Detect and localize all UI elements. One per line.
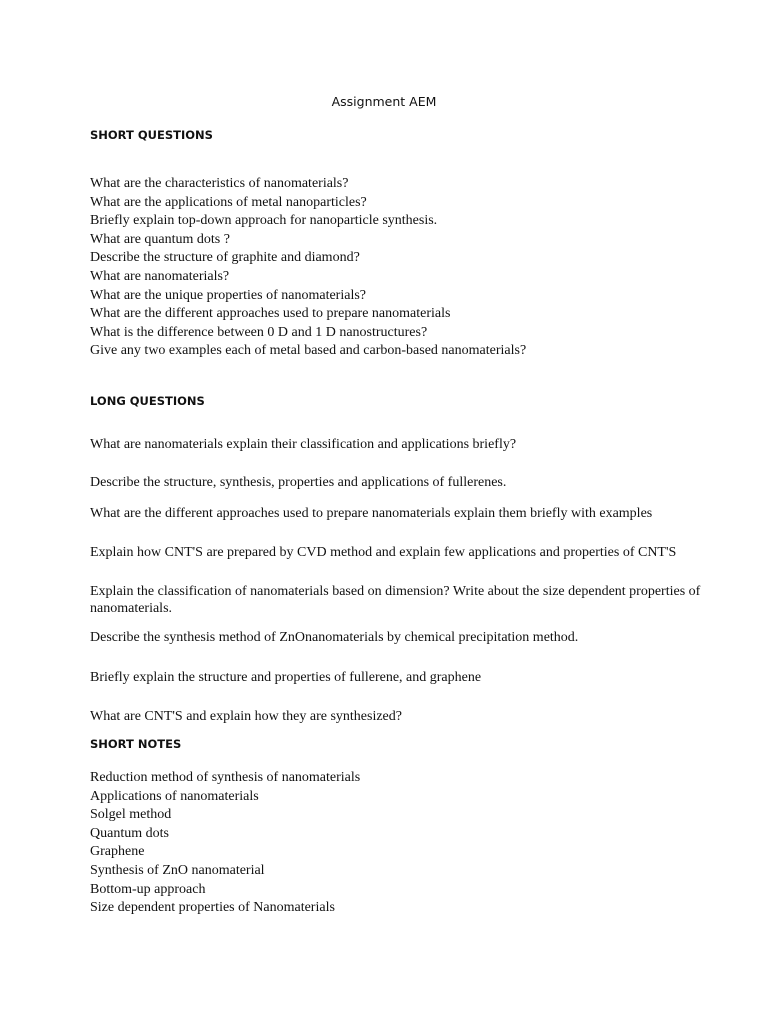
long-question-item: Describe the synthesis method of ZnOnanomaterials by chemical precipitation method. — [90, 630, 579, 645]
document-title: Assignment AEM — [331, 94, 437, 109]
short-question-item: What are quantum dots ? — [90, 231, 230, 247]
long-question-item: What are nanomaterials explain their classification and applications briefly? — [90, 437, 517, 452]
short-question-item: What are nanomaterials? — [90, 268, 230, 284]
long-questions-heading: LONG QUESTIONS — [90, 394, 205, 408]
long-question-item: Briefly explain the structure and properties of fullerene, and graphene — [90, 670, 482, 685]
short-question-item: Give any two examples each of metal based and carbon-based nanomaterials? — [90, 343, 527, 359]
short-question-item: What is the difference between 0 D and 1 D nanostructures? — [90, 324, 428, 340]
short-note-item: Quantum dots — [90, 825, 169, 841]
short-question-item: What are the characteristics of nanomaterials? — [90, 176, 349, 191]
long-question-item: What are the different approaches used to prepare nanomaterials explain them briefly with examples — [90, 506, 653, 521]
short-note-item: Synthesis of ZnO nanomaterial — [90, 862, 265, 878]
short-notes-heading: SHORT NOTES — [90, 737, 182, 751]
long-question-item: Explain how CNT'S are prepared by CVD method and explain few applications and properties of CNT'S — [90, 545, 677, 560]
short-questions-heading: SHORT QUESTIONS — [90, 128, 213, 142]
short-question-item: Briefly explain top-down approach for nanoparticle synthesis. — [90, 213, 438, 229]
short-note-item: Applications of nanomaterials — [90, 788, 259, 804]
short-note-item: Bottom-up approach — [90, 881, 206, 897]
short-questions-list — [90, 175, 750, 361]
short-note-item: Graphene — [90, 844, 145, 860]
short-question-item: What are the different approaches used to prepare nanomaterials — [90, 306, 451, 322]
short-note-item: Reduction method of synthesis of nanomaterials — [90, 770, 361, 785]
long-question-item: Explain the classification of nanomaterials based on dimension? Write about the size dependent properties of nanomaterials. — [90, 584, 701, 616]
short-notes-list — [90, 769, 750, 918]
short-note-item: Solgel method — [90, 807, 172, 823]
long-question-item: Describe the structure, synthesis, properties and applications of fullerenes. — [90, 475, 507, 490]
short-note-item: Size dependent properties of Nanomaterials — [90, 900, 335, 916]
short-question-item: What are the unique properties of nanomaterials? — [90, 287, 366, 303]
long-question-item: What are CNT'S and explain how they are synthesized? — [90, 709, 402, 724]
short-question-item: What are the applications of metal nanoparticles? — [90, 194, 367, 210]
short-question-item: Describe the structure of graphite and diamond? — [90, 250, 360, 266]
